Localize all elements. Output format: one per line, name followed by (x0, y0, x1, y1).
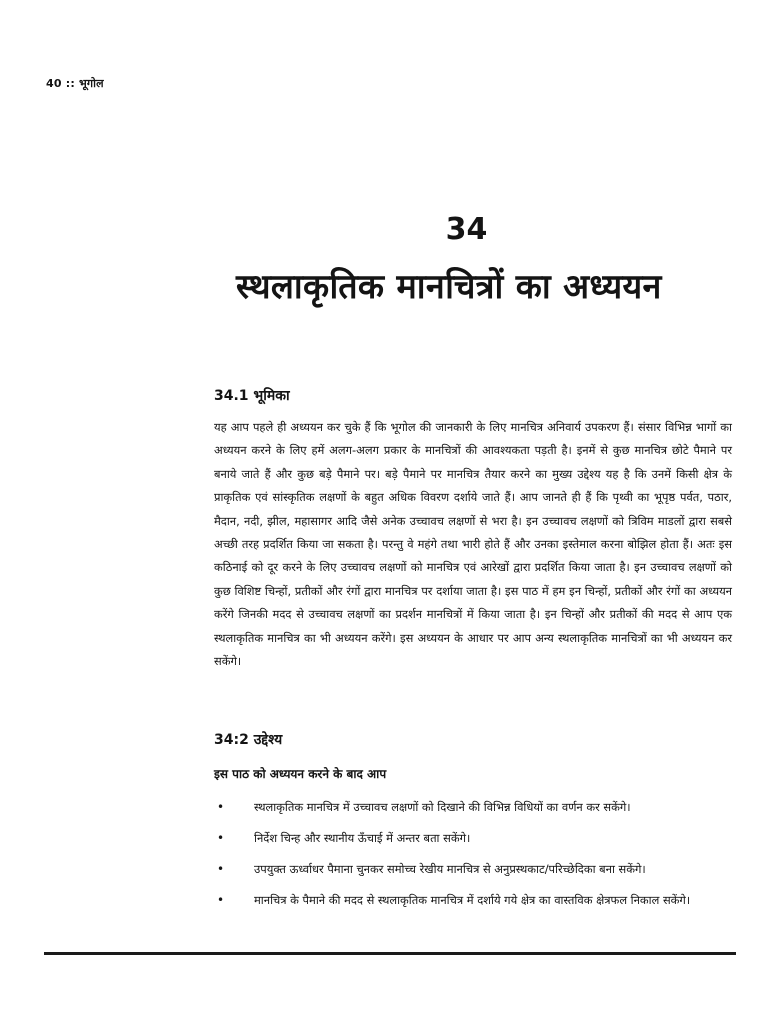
chapter-title: स्थलाकृतिक मानचित्रों का अध्ययन (236, 267, 662, 307)
objectives-intro: इस पाठ को अध्ययन करने के बाद आप (214, 767, 387, 781)
objective-text: उपयुक्त ऊर्ध्वाधर पैमाना चुनकर समोच्च रेखीय मानचित्र से अनुप्रस्थकाट/परिच्छेदिका बना सकेंगे। (254, 862, 646, 876)
objective-item (214, 827, 734, 850)
chapter-number: 34 (445, 212, 488, 247)
bullet-icon: • (217, 831, 225, 845)
objective-text: मानचित्र के पैमाने की मदद से स्थलाकृतिक मानचित्र में दर्शाये गये क्षेत्र का वास्तविक क्षेत्रफल निकाल सकेंगे। (254, 893, 691, 907)
bullet-icon: • (217, 893, 225, 907)
objective-text: निर्देश चिन्ह और स्थानीय ऊँचाई में अन्तर बता सकेंगे। (254, 831, 471, 845)
section-heading-introduction: 34.1 भूमिका (214, 388, 290, 404)
objective-text: स्थलाकृतिक मानचित्र में उच्चावच लक्षणों को दिखाने की विभिन्न विधियों का वर्णन कर सकेंगे। (254, 800, 631, 814)
section-heading-objectives: 34:2 उद्देश्य (214, 732, 283, 748)
bullet-icon: • (217, 800, 225, 814)
objective-item (214, 889, 734, 912)
introduction-paragraph: यह आप पहले ही अध्ययन कर चुके हैं कि भूगोल की जानकारी के लिए मानचित्र अनिवार्य उपकरण हैं। संसार विभिन्न भागों का अध्ययन करने के लिए हमें अलग-अलग प्रकार के मानचित्रों की आवश्यकता पड़ती है। इनमें से कुछ मानचित्र छोटे पैमाने पर बनाये जाते हैं और कुछ बड़े पैमाने पर। बड़े पैमाने पर मानचित्र तैयार करने का मुख्य उद्देश्य यह है कि उनमें किसी क्षेत्र के प्राकृतिक एवं सांस्कृतिक लक्षणों के बहुत अधिक विवरण दर्शाये जाते हैं। आप जानते ही हैं कि पृथ्वी का भूपृष्ठ पर्वत, पठार, मैदान, नदी, झील, महासागर आदि जैसे अनेक उच्चावच लक्षणों से भरा है। इन उच्चावच लक्षणों को त्रिविम माडलों द्वारा सबसे अच्छी तरह प्रदर्शित किया जा सकता है। परन्तु वे महंगे तथा भारी होते हैं और उनका इस्तेमाल करना बोझिल होता हैं। अतः इस कठिनाई को दूर करने के लिए उच्चावच लक्षणों को मानचित्र एवं आरेखों द्वारा प्रदर्शित किया जाता है। इन उच्चावच लक्षणों को कुछ विशिष्ट चिन्हों, प्रतीकों और रंगों द्वारा मानचित्र पर दर्शाया जाता है। इस पाठ में हम इन चिन्हों, प्रतीकों और रंगों का अध्ययन करेंगे जिनकी मदद से उच्चावच लक्षणों का प्रदर्शन मानचित्रों में किया जाता है। इन चिन्हों और प्रतीकों की मदद से आप एक स्थलाकृतिक मानचित्र का भी अध्ययन करेंगे। इस अध्ययन के आधार पर आप अन्य स्थलाकृतिक मानचित्रों का भी अध्ययन कर सकेंगे। (214, 420, 732, 669)
objective-item (214, 796, 734, 819)
bottom-rule (44, 952, 736, 955)
objectives-list (214, 796, 734, 920)
bullet-icon: • (217, 862, 225, 876)
objective-item (214, 858, 734, 881)
running-head: 40 :: भूगोल (46, 77, 104, 90)
